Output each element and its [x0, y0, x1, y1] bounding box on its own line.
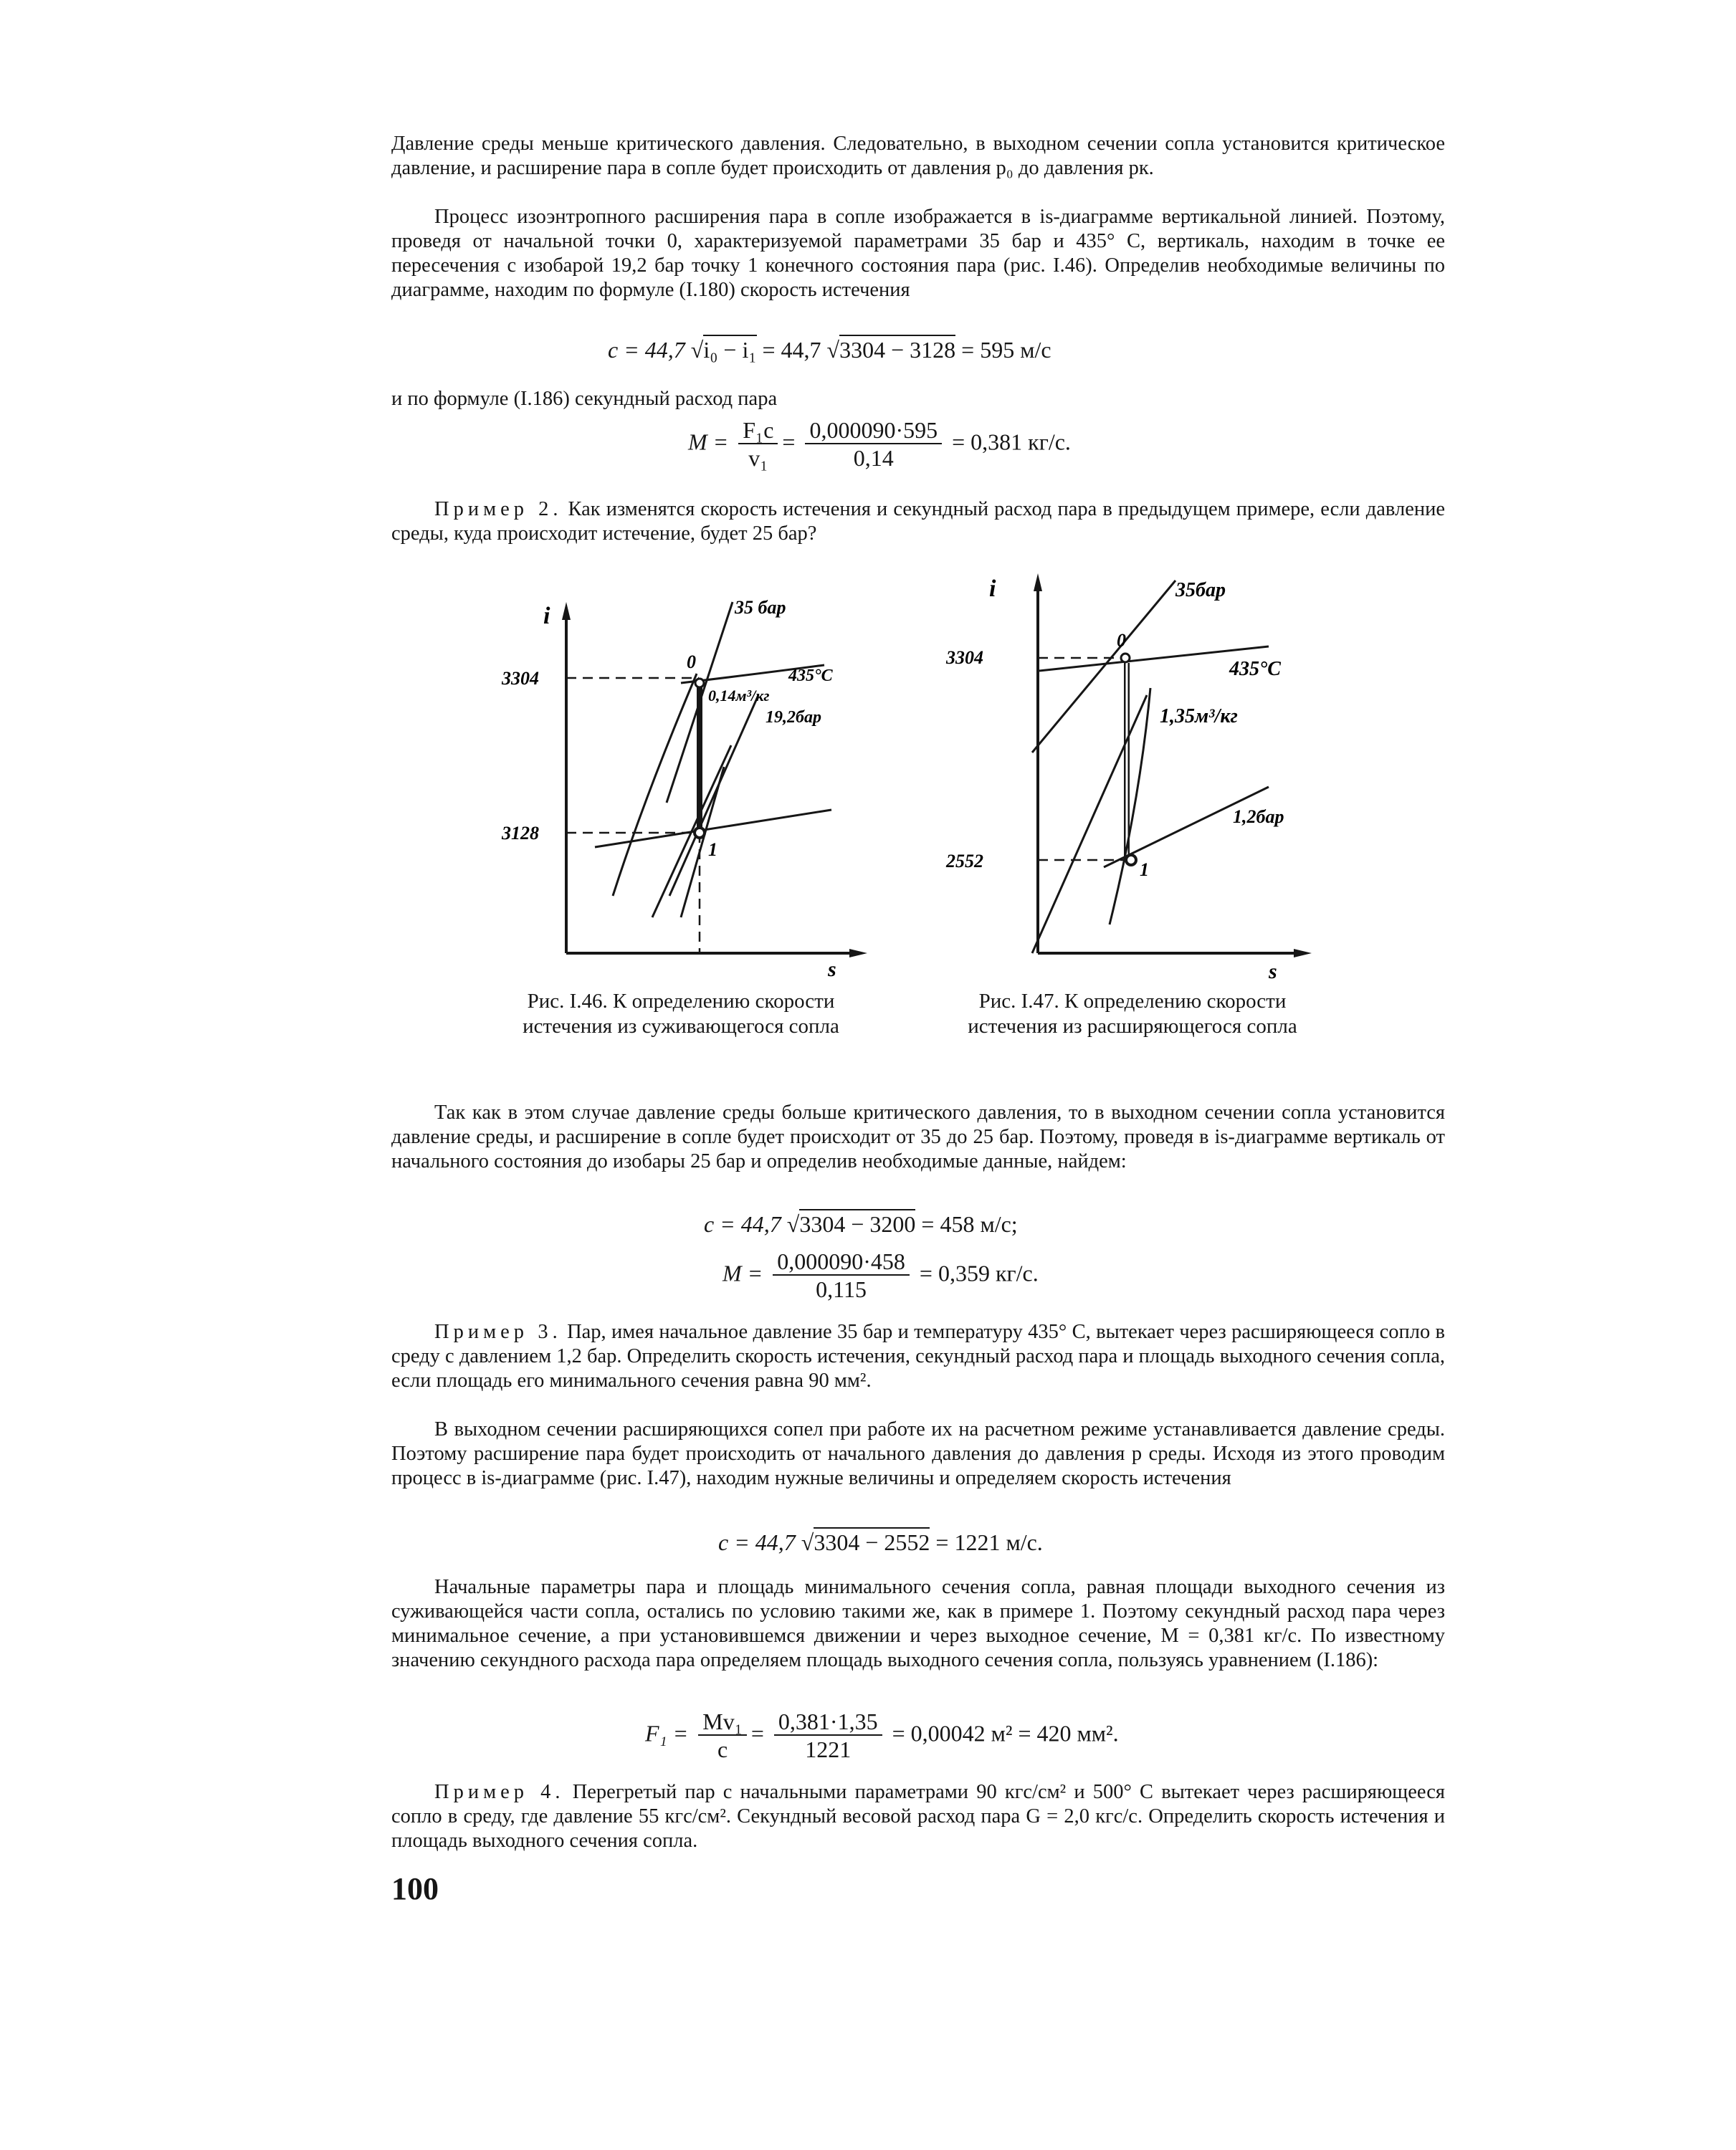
y-axis-label: i — [543, 603, 550, 629]
caption-fig-46: Рис. I.46. К определению скорости истечения из суживающегося сопла — [523, 990, 839, 1038]
tick-3304: 3304 — [502, 668, 539, 689]
equation-velocity-2: c = 44,7 √3304 − 3200 = 458 м/с; — [704, 1211, 1018, 1238]
y-axis-label: i — [989, 575, 996, 602]
isoline-a — [652, 745, 731, 917]
isobar-19-2 — [669, 695, 758, 896]
equation-flow-2: M = $\frac{0,000090\cdot 458}{0,115}$ = 0,359 кг/с. — [722, 1248, 1039, 1302]
caption-fig-47: Рис. I.47. К определению скорости истечения из расширяющегося сопла — [968, 990, 1297, 1038]
isobar-1-2-label: 1,2бар — [1233, 806, 1284, 827]
point-1 — [695, 828, 705, 838]
isochore-135 — [1110, 688, 1150, 924]
page-number: 100 — [391, 1871, 439, 1906]
tick-2552: 2552 — [946, 851, 983, 871]
isobar-35-label: 35бар — [1175, 579, 1226, 601]
point-0 — [695, 679, 704, 687]
isochore-label: 1,35м³/кг — [1160, 705, 1238, 727]
isobar-35 — [1032, 580, 1175, 752]
isobar-19-2-label: 19,2бар — [766, 708, 821, 727]
isotherm-435-label: 435°С — [1229, 658, 1281, 680]
tick-3304: 3304 — [946, 647, 983, 668]
figure-1-46 — [487, 580, 889, 982]
x-axis-label: s — [1269, 960, 1277, 982]
equation-velocity-1: c = 44,7 √i₀ − i₁ = 44,7 √3304 − 3128 = 595 м/с — [608, 337, 1051, 363]
point-0 — [1121, 654, 1130, 662]
point-1-label: 1 — [1140, 859, 1149, 880]
paragraph-5: В выходном сечении расширяющихся сопел при работе их на расчетном режиме устанавливается давление среды. Поэтому расширение пара будет происходить от начального давления до давления p среды. Исходя из этого проводим процесс в is-диаграмме (рис. I.47), находим нужные величины и определяем скорость истечения — [391, 1418, 1445, 1489]
point-0-label: 0 — [687, 651, 696, 672]
figure-1-47 — [932, 566, 1333, 982]
isobar-35-label: 35 бар — [735, 597, 786, 618]
point-1 — [1126, 855, 1136, 865]
x-axis-label: s — [828, 957, 836, 981]
paragraph-1: Давление среды меньше критического давления. Следовательно, в выходном сечении сопла установится критическое давление, и расширение пара в сопле будет происходить от давления p₀ до давления pк. — [391, 133, 1445, 179]
isotherm-435-label: 435°С — [788, 666, 833, 685]
point-0-label: 0 — [1117, 630, 1126, 651]
point-1-label: 1 — [708, 839, 717, 860]
equation-area: F₁ = $\frac{\text{Mv₁}}{c}$ = $\frac{0,381\cdot 1,35}{1221}$ = 0,00042 м² = 420 мм². — [645, 1709, 1119, 1762]
paragraph-3: и по формуле (I.186) секундный расход пара — [391, 388, 778, 410]
equation-flow-1: M = $\frac{\text{F₁c}}{\text{v₁}}$ = $\frac{0,000090\cdot 595}{0,14}$ = 0,381 кг/с. — [688, 417, 1071, 471]
paragraph-2: Процесс изоэнтропного расширения пара в сопле изображается в is-диаграмме вертикальной линией. Поэтому, проведя от начальной точки 0, характеризуемой параметрами 35 бар и 435° С, вертикаль, находим в точке ее пересечения с изобарой 19,2 бар точку 1 конечного состояния пара (рис. I.46). Определив необходимые величины по диаграмме, находим по формуле (I.180) скорость истечения — [391, 206, 1445, 301]
tick-3128: 3128 — [502, 823, 539, 844]
paragraph-6: Начальные параметры пара и площадь минимального сечения сопла, равная площади выходного сечения из суживающейся части сопла, остались по условию такими же, как в примере 1. Поэтому секундный расход пара через минимальное сечение, а при установившемся движении и через выходное сечение, M = 0,381 кг/с. По известному значению секундного расхода пара определяем площадь выходного сечения сопла, пользуясь уравнением (I.186): — [391, 1576, 1445, 1671]
example-4: Пример 4. Перегретый пар с начальными параметрами 90 кгс/см² и 500° С вытекает через расширяющееся сопло в среду, где давление 55 кгс/см². Секундный весовой расход пара G = 2,0 кгс/с. Определить скорость истечения и площадь выходного сечения сопла. — [391, 1781, 1445, 1852]
example-2: Пример 2. Как изменятся скорость истечения и секундный расход пара в предыдущем примере, если давление среды, куда происходит истечение, будет 25 бар? — [391, 498, 1445, 545]
paragraph-4: Так как в этом случае давление среды больше критического давления, то в выходном сечении сопла установится давление среды, и расширение в сопле будет происходит от 35 до 25 бар. Поэтому, проведя в is-диаграмме вертикаль от начального состояния до изобары 25 бар и определив необходимые данные, найдем: — [391, 1102, 1445, 1172]
isochore-label: 0,14м³/кг — [708, 687, 770, 704]
equation-velocity-3: c = 44,7 √3304 − 2552 = 1221 м/с. — [718, 1529, 1043, 1556]
example-3: Пример 3. Пар, имея начальное давление 35 бар и температуру 435° С, вытекает через расширяющееся сопло в среду с давлением 1,2 бар. Определить скорость истечения, секундный расход пара и площадь выходного сечения сопла, если площадь его минимального сечения равна 90 мм². — [391, 1321, 1445, 1392]
